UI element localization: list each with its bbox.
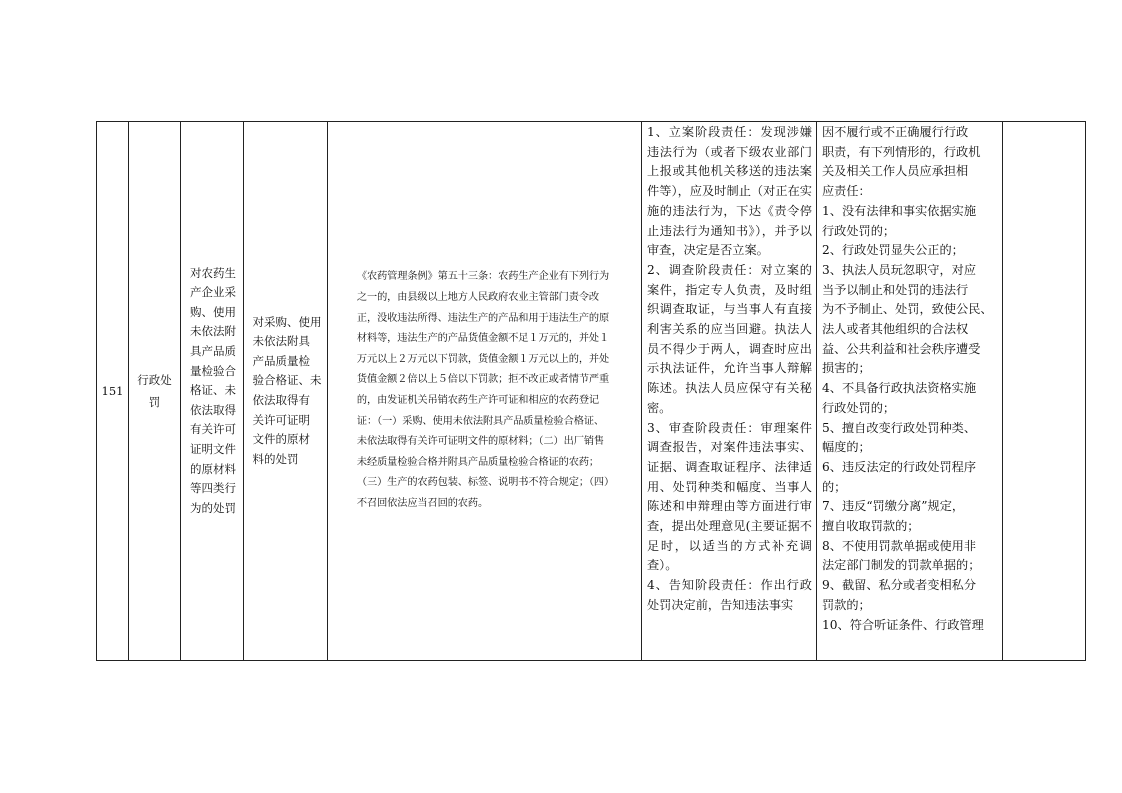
item-name-text: 对农药生 产企业采 购、使用 未依法附 具产品质 量检验合 格证、未 依法取得 有关许可 证明文件 的原材料 等四类行 为的处罚 [190, 265, 236, 515]
sub-item-text: 对采购、使用 未依法附具 产品质量检 验合格证、未 依法取得有 关许可证明 文件的原材 料的处罚 [252, 314, 322, 466]
cell-responsibilities [642, 122, 817, 660]
basis-text: 《农药管理条例》第五十三条：农药生产企业有下列行为 之一的，由县级以上地方人民政府农业主管部门责令改 正，没收违法所得、违法生产的产品和用于违法生产的原 材料等，违法生产的产品货值金额不足１万元的，并处１ 万元以上２万元以下罚款，货值金额１万元以上的，并处 货值金额２倍以上５倍以下罚款；拒不改正或者情节严重 的，由发证机关吊销农药生产许可证和相应的农药登记 证：（一）采购、使用未依法附具产品质量检验合格证、 未依法取得有关许可证明文件的原材料；（二）出厂销售 未经质量检验合格并附具产品质量检验合格证的农药； （三）生产的农药包装、标签、说明书不符合规定；（四） 不召回依法应当召回的农药。 [356, 271, 615, 509]
accountability-text: 因不履行或不正确履行行政 职责，有下列情形的，行政机 关及相关工作人员应承担相 应责任： 1、没有法律和事实依据实施 行政处罚的； 2、行政处罚显失公正的； 3、执法人员玩忽职守，对应 当予以制止和处罚的违法行 为不予制止、处罚，致使公民、 法人或者其他组织的合法权 益、公共利益和社会秩序遭受 损害的； 4、不具备行政执法资格实施 行政处罚的； 5、擅自改变行政处罚种类、 幅度的； 6、违反法定的行政处罚程序 的； 7、违反“罚缴分离”规定， 擅自收取罚款的； 8、不使用罚款单据或使用非 法定部门制发的罚款单据的； 9、截留、私分或者变相私分 罚款的； 10、符合听证条件、行政管理 [822, 125, 993, 632]
cell-number [97, 122, 129, 660]
cell-remarks [1003, 122, 1087, 660]
responsibility-table [96, 121, 1086, 661]
row-number: 151 [101, 384, 124, 398]
responsibilities-text: 1、立案阶段责任：发现涉嫌违法行为（或者下级农业部门上报或其他机关移送的违法案件等），应及时制止（对正在实施的违法行为，下达《责令停止违法行为通知书》），并予以审查，决定是否立案。 2、调查阶段责任：对立案的案件，指定专人负责，及时组织调查取证，与当事人有直接利害关系的应当回避。执法人员不得少于两人，调查时应出示执法证件，允许当事人辩解陈述。执法人员应保守有关秘密。 3、审查阶段责任：审理案件调查报告，对案件违法事实、证据、调查取证程序、法律适用、处罚种类和幅度、当事人陈述和申辩理由等方面进行审查，提出处理意见(主要证据不足时，以适当的方式补充调查）。 4、告知阶段责任：作出行政处罚决定前，告知违法事实 [647, 125, 812, 612]
cell-category [129, 122, 181, 660]
cell-sub-item [244, 122, 328, 660]
category-text: 行政处 罚 [137, 373, 172, 409]
cell-accountability [817, 122, 1003, 660]
cell-basis [328, 122, 642, 660]
cell-item-name [181, 122, 244, 660]
